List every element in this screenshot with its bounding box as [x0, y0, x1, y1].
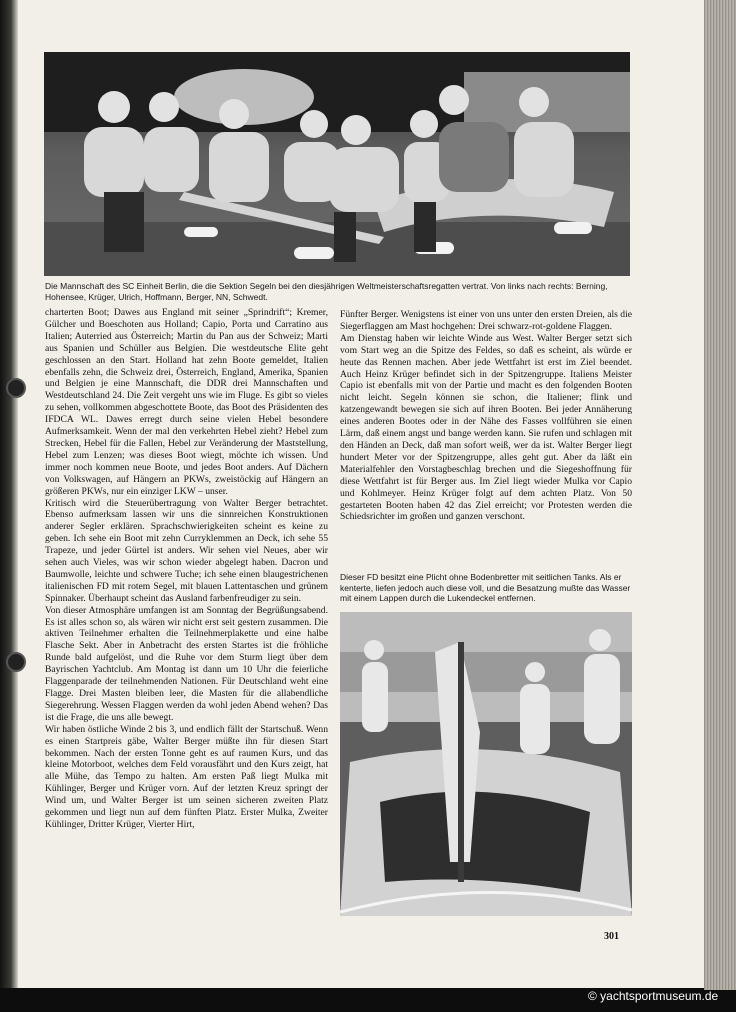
article-paragraph: Kritisch wird die Steuerübertragung von Walter Berger betrachtet. Ebenso aufmerksam lassen wir uns die sinnreichen Konstruktionen anderer Segler erklären. Sprachschwierigkeiten scheint es keine zu geben. Ich sehe ein Boot mit zehn Curryklemmen an Deck, ich sehe 55 Trapeze, und jeder Gürtel ist anders. Wir sehen viel Neues, aber wir sehen auch Vieles, was wir schon wieder abgelegt haben. Dacron und Baumwolle, leichte und schwere Tuche; ich sehe einen blaugestrichenen italienischen FD mit rotem Segel, mit blauen Lattentaschen und grünem Spinnaker. Überhaupt scheint das Ausland farbenfreudiger zu sein. — [45, 497, 328, 604]
article-left-column — [45, 307, 328, 831]
team-photo — [44, 52, 630, 276]
boat-photo-caption: Dieser FD besitzt eine Plicht ohne Bodenbretter mit seitlichen Tanks. Als er kenterte, liefen jedoch auch diese voll, und die Besatzung mußte das Wasser mit einem Lappen durch die Lukendeckel entfernen. — [340, 572, 631, 603]
article-paragraph: charterten Boot; Dawes aus England mit seiner „Sprindrift“; Kremer, Gülcher und Boeschoten aus Holland; Capio, Porta und Carratino aus Italien; Auterried aus Österreich; Martin du Pan aus der Schweiz; Marti aus Spanien und Schüller aus Belgien. Die westdeutsche Elite geht geschlossen an den Start. Holland hat zehn Boote gemeldet, Italien ebenfalls zehn, die Schweiz drei, Österreich, England, Amerika, Spanien und Belgien je eine Mannschaft, die DDR drei Mannschaften und Westdeutschland 24. Die Zeit vergeht uns wie im Fluge. Es gibt so vieles zu sehen, vollkommen abgeschottete Boote, das Boot des Präsidenten des IFDCA WL. Dawes erregt durch seine vielen Hebel besondere Aufmerksamkeit. Wenn der mal den verkehrten Hebel zieht? Hebel zum Strecken, Hebel für die Fallen, Hebel zur Veränderung der Maststellung, Hebel zum Lenzen; was dieses Boot wiegt, möchte ich wissen. Und immer noch kommen neue Boote, und jedes Boot anders. Auf Dächern von Volkswagen, auf Hängern an PKWs, zweistöckig auf Hängern an größeren PKWs, nur ein einziger LKW – unser. — [45, 307, 328, 497]
boat-photo — [340, 612, 632, 916]
article-right-column — [340, 309, 632, 523]
article-paragraph: Wir haben östliche Winde 2 bis 3, und endlich fällt der Startschuß. Wenn es einen Startpreis gäbe, Walter Berger müßte ihn für diesen Start bekommen. Nach der ersten Tonne geht es auf raumen Kurs, und das kleine Motorboot, welches dem Feld vorausfährt und den Kurs zeigt, hat alle Mühe, das Tempo zu halten. Am ersten Paß liegt Mulka mit Kühlinger, Berger und Krüger vorn. Auf der letzten Kreuz springt der Wind um, und Walter Berger ist um seinen sicheren zweiten Platz gekommen und liegt nun auf dem fünften Platz. Erster Mulka, Zweiter Kühlinger, Dritter Krüger, Vierter Hirt, — [45, 723, 328, 830]
page-number: 301 — [604, 931, 619, 942]
binding-hole-bottom — [6, 652, 26, 672]
article-paragraph: Fünfter Berger. Wenigstens ist einer von uns unter den ersten Dreien, als die Siegerflaggen am Mast hochgehen: Drei schwarz-rot-goldene Flaggen. — [340, 309, 632, 332]
copyright-watermark: © yachtsportmuseum.de — [588, 989, 719, 1003]
article-paragraph: Von dieser Atmosphäre umfangen ist am Sonntag der Begrüßungsabend. Es ist alles schon so, als wären wir nicht erst seit gestern zusammen. Die aktiven Teilnehmer erhalten die Teilnehmerplakette und eine halbe Flasche Sekt. Aber in Anbetracht des ersten Startes ist die fröhliche Runde bald aufgelöst, und die Ruhe vor dem Sturm liegt über dem Bayrischen Yachtclub. Am Montag ist dann um 10 Uhr die feierliche Flaggenparade der teilnehmenden Nationen. Für Deutschland weht eine Flagge. Drei Masten bleiben leer, die Masten für die allabendliche Siegerehrung. Wessen Flaggen werden da wohl jeden Abend wehen? Das ist die Frage, die uns alle bewegt. — [45, 604, 328, 723]
binding-hole-top — [6, 378, 26, 398]
page-stack-edge — [704, 0, 736, 990]
book-spine — [0, 0, 18, 988]
team-photo-caption: Die Mannschaft des SC Einheit Berlin, die die Sektion Segeln bei den diesjährigen Weltmeisterschaftsregatten vertrat. Von links nach rechts: Berning, Hohensee, Krüger, Ulrich, Hoffmann, Berger, NN, Schwedt. — [45, 281, 608, 302]
article-paragraph: Am Dienstag haben wir leichte Winde aus West. Walter Berger setzt sich vom Start weg an die Spitze des Feldes, so daß es scheint, als würde er heute das Rennen machen. Aber jede Wettfahrt ist erst im Ziel beendet. Auch Heinz Krüger befindet sich in der Spitzengruppe. Italiens Meister Capio ist ebenfalls mit von der Partie und macht es den folgenden Booten nicht leicht. Segeln können sie schon, die Italiener; flink und katzengewandt bewegen sie sich auf ihren Booten. Bei jeder Annäherung eines anderen Bootes oder in der Nähe des Fasses vollführen sie einen Lärm, daß einem angst und bange werden kann. Sie rufen und schlagen mit den Händen an Deck, daß man sofort weiß, wer da ist. Walter Berger liegt hundert Meter vor der Spitzengruppe, alles geht gut. Aber da läßt ein Materialfehler den Vorstagbeschlag brechen und die Siegeshoffnung für diese Wettfahrt ist für Berger aus. Im Ziel liegt wieder Mulka vor Capio und Kohlmeyer. Heinz Krüger folgt auf dem achten Platz. Von 50 gestarteten Booten haben 42 das Ziel erreicht; vor Protesten werden die Schiedsrichter im großen und ganzen verschont. — [340, 332, 632, 523]
